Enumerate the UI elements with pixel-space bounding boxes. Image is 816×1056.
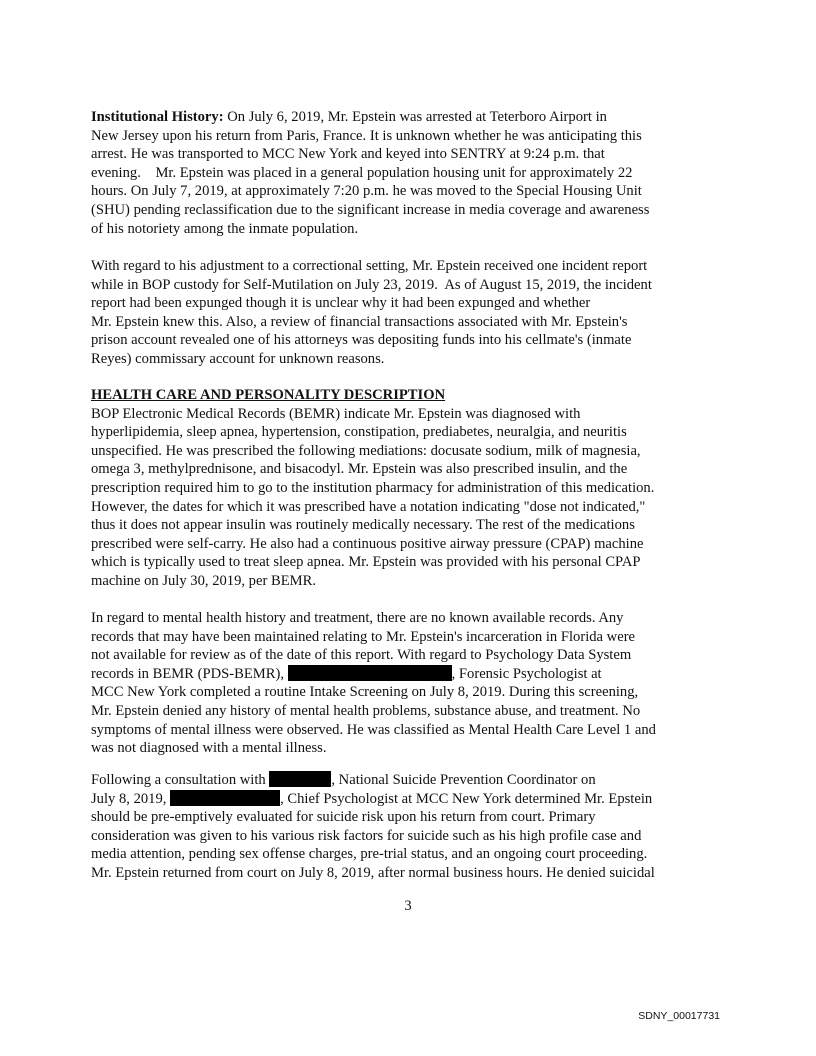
- consultation-paragraph: [91, 771, 727, 883]
- paragraph-line: consideration was given to his various risk factors for suicide such as his high profile case and: [91, 827, 642, 844]
- paragraph-line: In regard to mental health history and treatment, there are no known available records. Any: [91, 610, 624, 626]
- paragraph-line: machine on July 30, 2019, per BEMR.: [91, 572, 316, 589]
- paragraph-line: which is typically used to treat sleep apnea. Mr. Epstein was provided with his personal CPAP: [91, 554, 641, 571]
- paragraph-line: report had been expunged though it is unclear why it had been expunged and whether: [91, 295, 591, 312]
- paragraph-line: hyperlipidemia, sleep apnea, hypertension, constipation, prediabetes, neuralgia, and neuritis: [91, 424, 627, 441]
- paragraph-line: Mr. Epstein knew this. Also, a review of financial transactions associated with Mr. Epstein's: [91, 313, 628, 330]
- adjustment-paragraph: [91, 257, 727, 369]
- paragraph-line: prison account revealed one of his attorneys was depositing funds into his cellmate's (inmate: [91, 332, 632, 349]
- bates-number: SDNY_00017731: [638, 1010, 720, 1022]
- paragraph-line: New Jersey upon his return from Paris, France. It is unknown whether he was anticipating this: [91, 127, 642, 144]
- section-heading: HEALTH CARE AND PERSONALITY DESCRIPTION: [91, 387, 446, 403]
- paragraph-text: , Forensic Psychologist at: [451, 665, 602, 682]
- paragraph-line: media attention, pending sex offense charges, pre-trial status, and an ongoing court proceeding.: [91, 846, 648, 863]
- paragraph-line: not available for review as of the date of this report. With regard to Psychology Data System: [91, 647, 632, 664]
- paragraph-line: BOP Electronic Medical Records (BEMR) indicate Mr. Epstein was diagnosed with: [91, 405, 581, 422]
- paragraph-line: omega 3, methylprednisone, and bisacodyl. Mr. Epstein was also prescribed insulin, and the: [91, 461, 628, 478]
- paragraph-line: With regard to his adjustment to a correctional setting, Mr. Epstein received one incident report: [91, 258, 648, 274]
- paragraph-line: [91, 771, 727, 790]
- institutional-history-label: Institutional History:: [91, 109, 224, 125]
- paragraph-text: July 8, 2019,: [91, 790, 171, 807]
- paragraph-line: symptoms of mental illness were observed. He was classified as Mental Health Care Level 1 and: [91, 721, 656, 738]
- paragraph-line: thus it does not appear insulin was routinely medically necessary. The rest of the medications: [91, 517, 635, 534]
- paragraph-line: while in BOP custody for Self-Mutilation on July 23, 2019. As of August 15, 2019, the incident: [91, 276, 652, 293]
- paragraph-line: prescribed were self-carry. He also had a continuous positive airway pressure (CPAP) machine: [91, 535, 644, 552]
- paragraph-text: records in BEMR (PDS-BEMR),: [91, 665, 288, 682]
- paragraph-line: hours. On July 7, 2019, at approximately 7:20 p.m. he was moved to the Special Housing Unit: [91, 183, 642, 200]
- paragraph-line: However, the dates for which it was prescribed have a notation indicating "dose not indicated,": [91, 498, 646, 515]
- paragraph-line: should be pre-emptively evaluated for suicide risk upon his return from court. Primary: [91, 809, 596, 826]
- health-care-section: [91, 386, 727, 591]
- paragraph-line: Mr. Epstein denied any history of mental health problems, substance abuse, and treatment. No: [91, 702, 641, 719]
- institutional-history-paragraph: [91, 108, 727, 238]
- paragraph-line: records that may have been maintained relating to Mr. Epstein's incarceration in Florida were: [91, 628, 636, 645]
- page-number: 3: [404, 898, 412, 914]
- paragraph-line: MCC New York completed a routine Intake Screening on July 8, 2019. During this screening,: [91, 684, 639, 701]
- paragraph-line: [91, 108, 727, 127]
- paragraph-text: Following a consultation with: [91, 772, 270, 788]
- paragraph-line: of his notoriety among the inmate population.: [91, 220, 359, 237]
- paragraph-line: Mr. Epstein returned from court on July 8, 2019, after normal business hours. He denied suicidal: [91, 864, 655, 881]
- paragraph-line: (SHU) pending reclassification due to the significant increase in media coverage and awareness: [91, 201, 650, 218]
- redaction-box: [269, 771, 331, 787]
- paragraph-line: arrest. He was transported to MCC New York and keyed into SENTRY at 9:24 p.m. that: [91, 146, 605, 163]
- paragraph-line: evening. Mr. Epstein was placed in a general population housing unit for approximately 22: [91, 164, 633, 181]
- paragraph-line: [91, 665, 727, 684]
- paragraph-line: [91, 790, 727, 809]
- paragraph-line: unspecified. He was prescribed the following mediations: docusate sodium, milk of magnesia,: [91, 442, 641, 459]
- mental-health-paragraph: [91, 609, 727, 758]
- redaction-box: [170, 790, 280, 806]
- paragraph-line: prescription required him to go to the institution pharmacy for administration of this medication.: [91, 479, 655, 496]
- paragraph-line: Reyes) commissary account for unknown reasons.: [91, 350, 385, 367]
- paragraph-text: , Chief Psychologist at MCC New York determined Mr. Epstein: [280, 790, 653, 807]
- paragraph-text: , National Suicide Prevention Coordinator on: [331, 772, 596, 788]
- redaction-box: [288, 665, 452, 681]
- paragraph-text: On July 6, 2019, Mr. Epstein was arrested at Teterboro Airport in: [223, 109, 607, 125]
- paragraph-line: was not diagnosed with a mental illness.: [91, 740, 327, 757]
